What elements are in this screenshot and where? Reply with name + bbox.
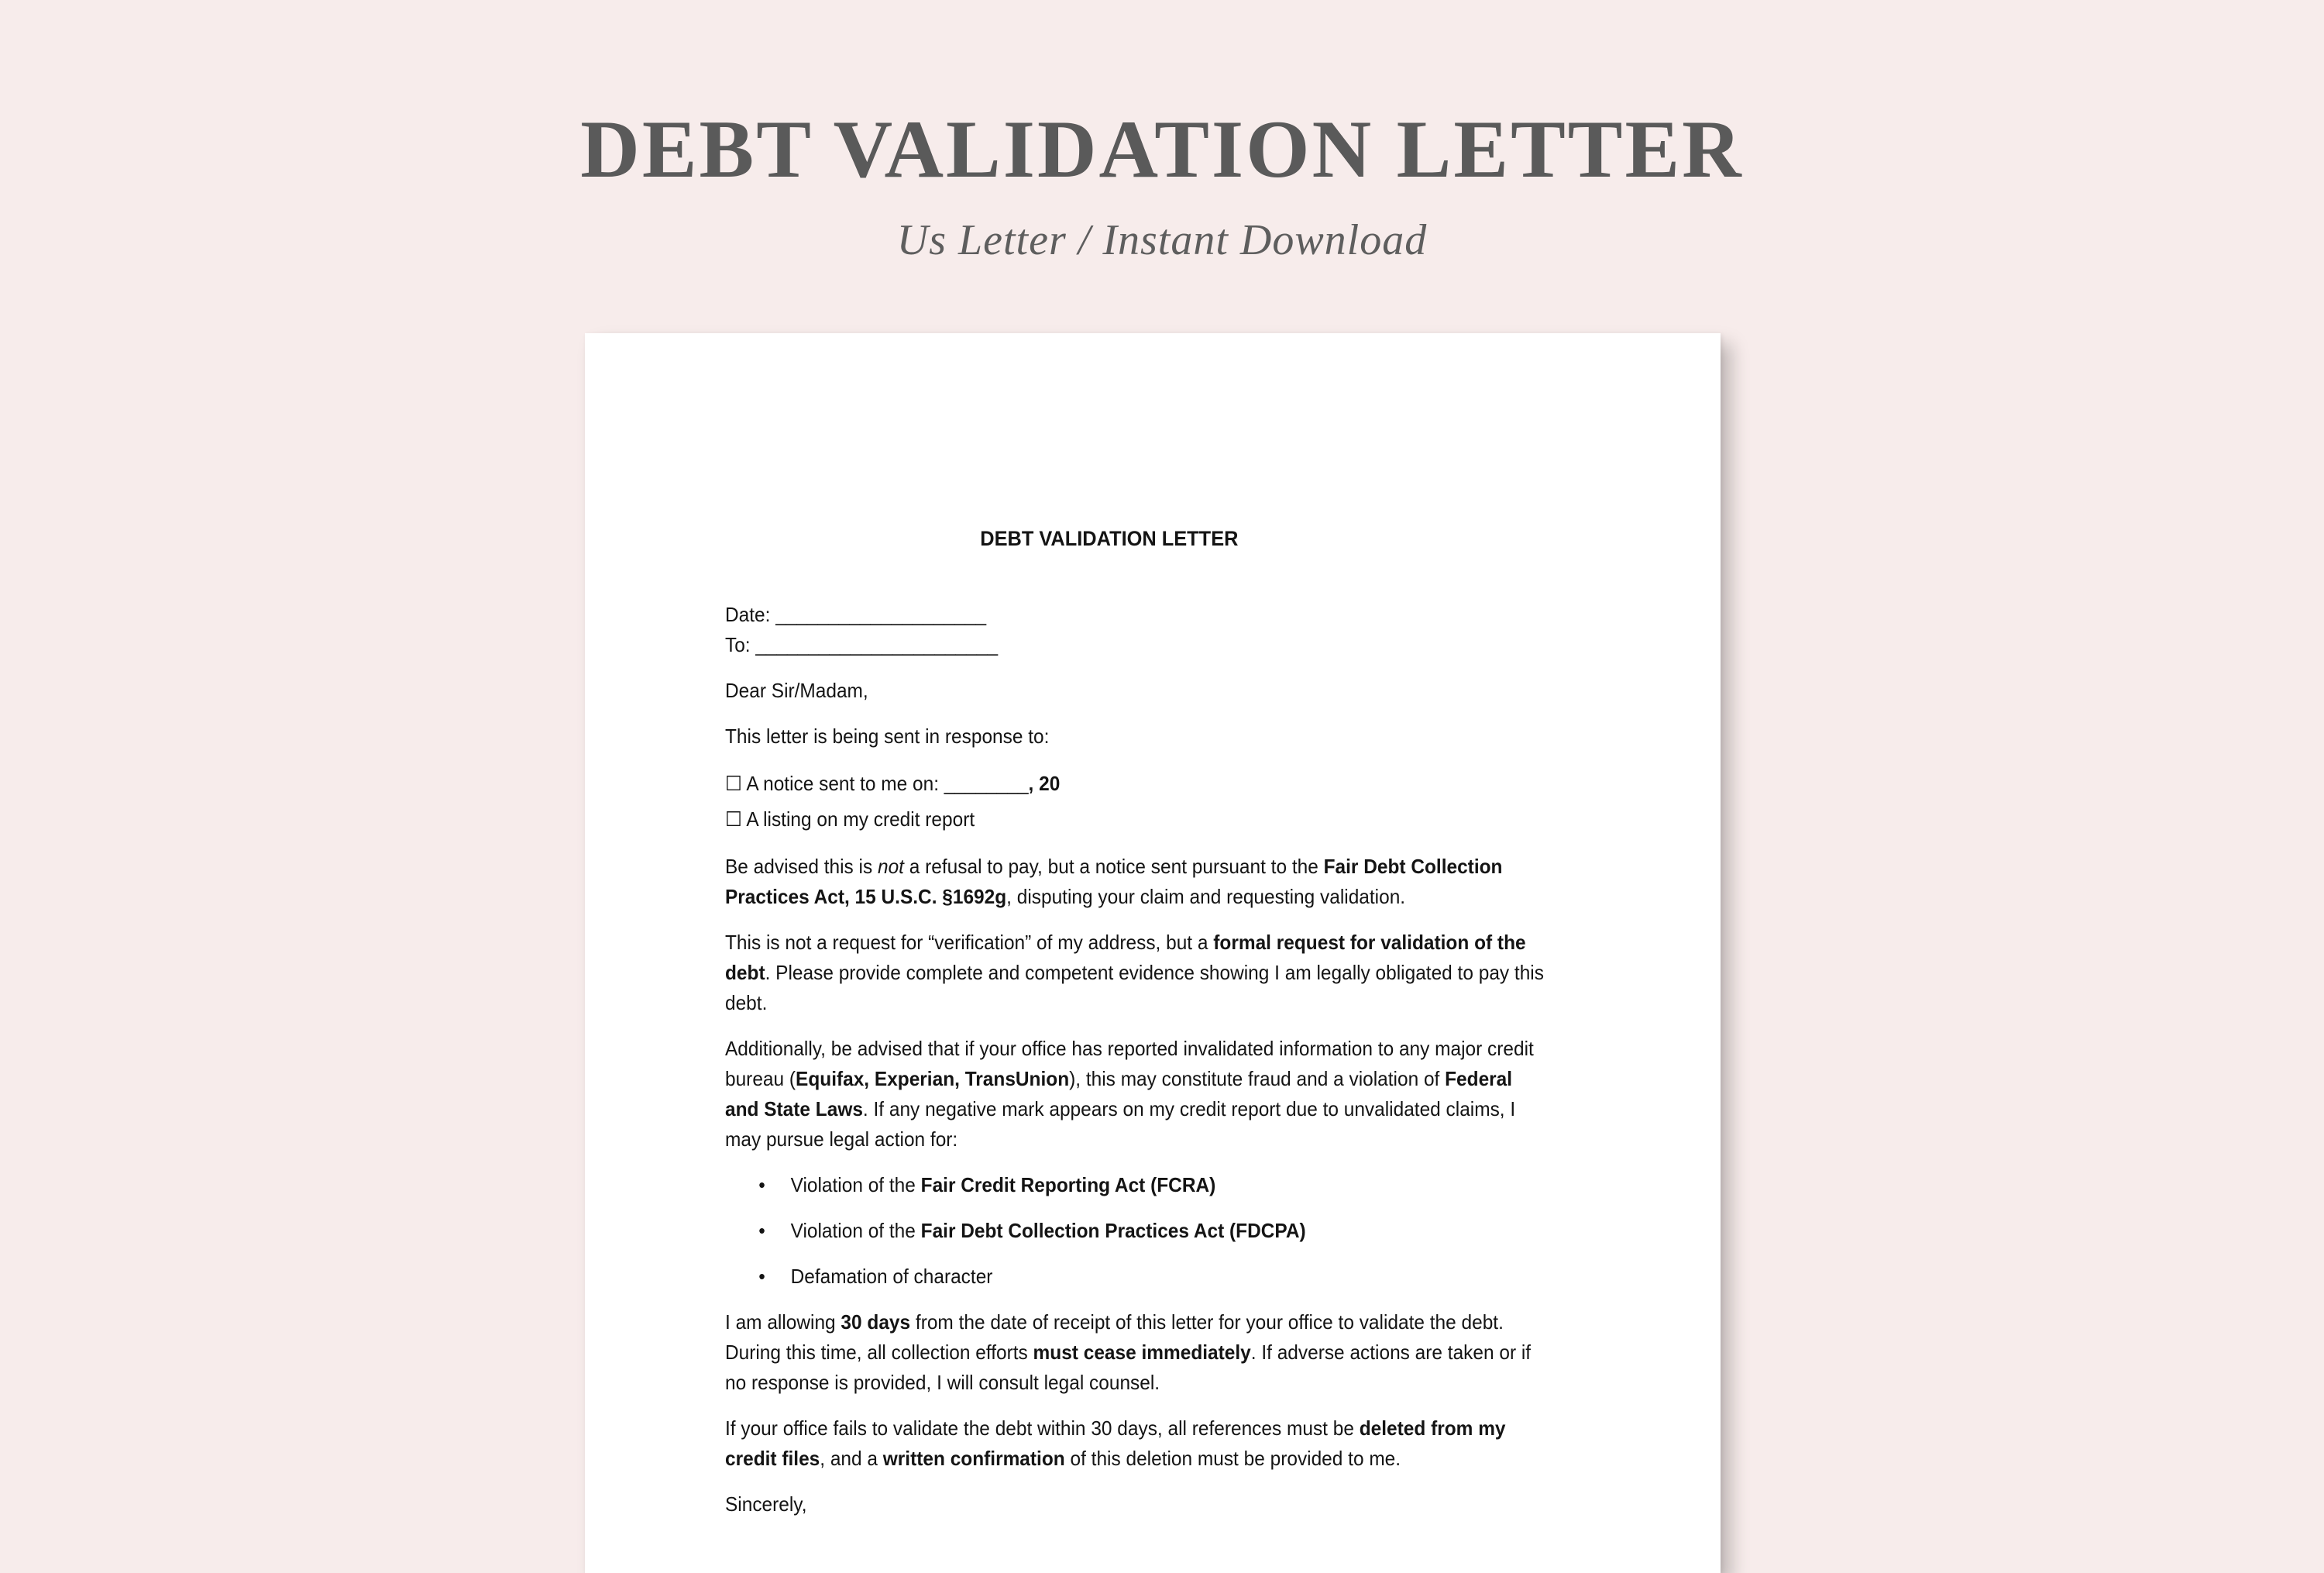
page-subtitle: Us Letter / Instant Download xyxy=(896,216,1428,264)
to-label: To: xyxy=(725,633,751,656)
closing: Sincerely, xyxy=(725,1492,807,1516)
list-item: • Defamation of character xyxy=(791,1261,1549,1292)
date-line xyxy=(725,600,1548,630)
option-notice xyxy=(725,769,1548,799)
to-blank: _______________________ xyxy=(755,633,999,656)
list-item: • Violation of the Fair Credit Reporting Act (FCRA) xyxy=(791,1170,1549,1200)
paragraph-30-days: I am allowing 30 days from the date of receipt of this letter for your office to validate the debt. During this time, all collection efforts must cease immediately. If adverse actions are taken or if no response is provided, I will consult legal counsel. xyxy=(725,1310,1532,1394)
page-title: DEBT VALIDATION LETTER xyxy=(580,104,1744,194)
checkbox-icon: ☐ xyxy=(725,772,742,795)
checkbox-icon: ☐ xyxy=(725,807,742,831)
paragraph-deletion: If your office fails to validate the debt within 30 days, all references must be deleted from my credit files, and a written confirmation of this deletion must be provided to me. xyxy=(725,1416,1506,1470)
legal-action-list xyxy=(725,1170,1548,1292)
option-notice-text: A notice sent to me on: xyxy=(746,772,939,795)
paragraph-fdcpa-notice: Be advised this is not a refusal to pay, but a notice sent pursuant to the Fair Debt Collection Practices Act, 15 U.S.C. §1692g, disputing your claim and requesting validation. xyxy=(725,855,1503,908)
option-listing-text: A listing on my credit report xyxy=(746,807,975,831)
list-item: • Violation of the Fair Debt Collection Practices Act (FDCPA) xyxy=(791,1216,1549,1246)
letter-body xyxy=(725,524,1548,1535)
date-blank: ____________________ xyxy=(775,603,987,626)
option-notice-year: , 20 xyxy=(1028,772,1061,795)
option-notice-blank: ________ xyxy=(944,772,1029,795)
letter-title: DEBT VALIDATION LETTER xyxy=(980,527,1239,550)
to-line xyxy=(725,630,1548,660)
intro-line: This letter is being sent in response to: xyxy=(725,725,1050,748)
paragraph-validation-request: This is not a request for “verification” of my address, but a formal request for validation of the debt. Please provide complete and competent evidence showing I am legally obligated to pay this debt. xyxy=(725,931,1544,1014)
salutation: Dear Sir/Madam, xyxy=(725,679,868,702)
date-label: Date: xyxy=(725,603,771,626)
paragraph-credit-bureau: Additionally, be advised that if your office has reported invalidated information to any major credit bureau (Equifax, Experian, TransUnion), this may constitute fraud and a violation of Federal and State Laws. If any negative mark appears on my credit report due to unvalidated claims, I may pursue legal action for: xyxy=(725,1037,1534,1151)
option-listing xyxy=(725,804,1548,835)
